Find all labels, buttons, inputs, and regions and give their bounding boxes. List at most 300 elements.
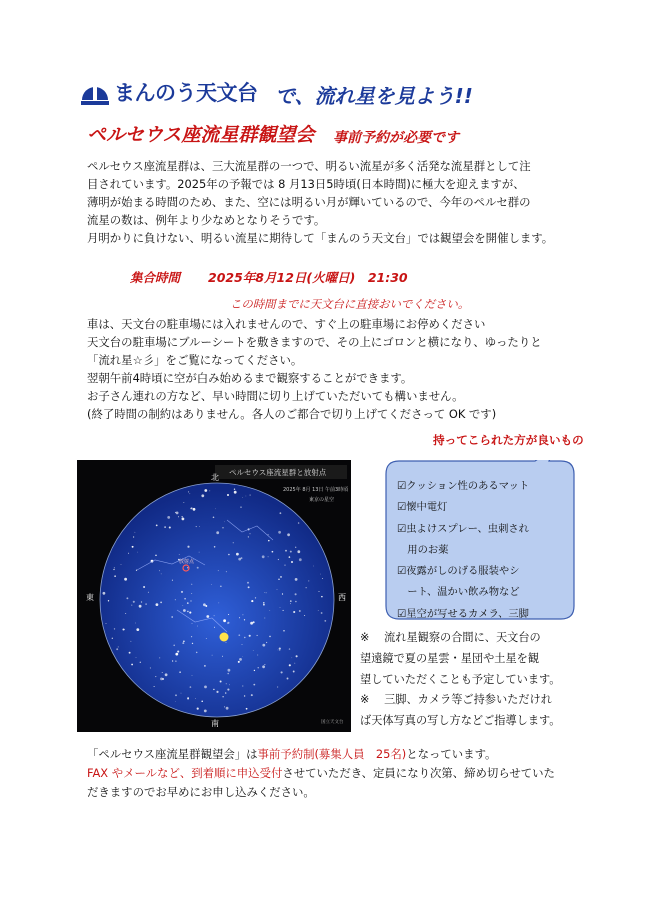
star-dot (257, 655, 258, 656)
footer-line (87, 745, 555, 764)
star-dot (181, 693, 182, 694)
intro-paragraph (87, 157, 553, 247)
star-dot (192, 675, 193, 676)
list-item: 用のお薬 (397, 543, 449, 556)
bring-list-title: 持ってこられた方が良いもの (433, 433, 584, 447)
star-dot (206, 638, 207, 639)
star-dot (169, 526, 171, 528)
star-dot (255, 597, 256, 598)
star-dot (269, 636, 271, 638)
star-dot (204, 489, 207, 492)
star-dot (242, 656, 243, 657)
list-item: ☑夜露がしのげる服装やシ (397, 565, 520, 578)
star-dot (161, 573, 162, 574)
list-item: ☑懐中電灯 (397, 501, 448, 514)
bring-list (397, 476, 529, 625)
star-dot (278, 559, 279, 560)
star-dot (293, 671, 295, 673)
star-dot (297, 550, 300, 553)
star-dot (226, 683, 227, 684)
star-dot (177, 651, 179, 653)
star-map-title: ペルセウス座流星群と放射点 (229, 468, 327, 477)
footer-highlight: FAX やメールなど、到着順に申込受付 (87, 766, 283, 780)
star-dot (264, 664, 265, 665)
star-dot (190, 508, 191, 509)
star-dot (203, 603, 206, 606)
star-dot (264, 592, 265, 593)
star-dot (183, 609, 186, 612)
star-dot (289, 556, 291, 558)
star-dot (154, 686, 155, 687)
image-credit: 国立天文台 (321, 720, 344, 725)
star-dot (199, 526, 200, 527)
star-dot (128, 553, 129, 554)
star-dot (228, 614, 229, 615)
star-dot (193, 508, 196, 511)
star-dot (159, 570, 160, 571)
meeting-label: 集合時間 (130, 270, 181, 285)
star-dot (171, 616, 173, 618)
star-dot (114, 628, 115, 629)
star-dot (264, 618, 265, 619)
star-dot (266, 592, 267, 593)
meeting-note: この時間までに天文台に直接おいでください。 (230, 297, 470, 311)
star-dot (196, 526, 197, 527)
star-dot (257, 635, 258, 636)
star-dot (262, 665, 265, 668)
star-dot (296, 655, 298, 657)
star-dot (141, 601, 142, 602)
footer-text: となっています。 (406, 747, 497, 761)
star-dot (238, 634, 240, 636)
star-dot (268, 540, 270, 542)
star-dot (189, 612, 191, 614)
star-dot (239, 658, 242, 661)
footer-highlight: 事前予約制(募集人員 25名) (257, 747, 407, 761)
star-dot (129, 652, 131, 654)
star-dot (167, 516, 170, 519)
star-dot (253, 684, 255, 686)
meeting-time (130, 268, 408, 286)
star-dot (103, 592, 106, 595)
star-dot (236, 553, 239, 556)
star-dot (263, 604, 265, 606)
star-dot (250, 495, 251, 496)
star-dot (229, 684, 230, 685)
star-dot (227, 673, 229, 675)
intro-line: ペルセウス座流星群は、三大流星群の一つで、明るい流星が多く活発な流星群として注 (87, 159, 531, 173)
star-dot (295, 578, 298, 581)
star-dot (139, 605, 142, 608)
star-dot (190, 600, 191, 601)
rules-line: 「流れ星☆彡」をご覧になってください。 (87, 353, 303, 367)
star-dot (182, 518, 185, 521)
star-dot (306, 587, 307, 588)
star-dot (222, 696, 223, 697)
star-dot (224, 521, 225, 522)
star-dot (131, 605, 132, 606)
star-dot (131, 641, 132, 642)
star-dot (278, 578, 280, 580)
notes-line: ※ 三脚、カメラ等ご持参いただけれ (360, 693, 552, 707)
star-dot (248, 586, 250, 588)
star-dot (179, 671, 181, 673)
intro-line: 目されています。2025年の予報では 8 月13日5時頃(日本時間)に極大を迎えますが、 (87, 177, 525, 191)
star-dot (160, 602, 162, 604)
star-dot (222, 656, 223, 657)
star-dot (289, 664, 291, 666)
star-dot (295, 593, 297, 595)
star-dot (201, 700, 203, 702)
star-dot (143, 586, 145, 588)
star-dot (254, 670, 255, 671)
star-dot (251, 694, 253, 696)
star-dot (187, 546, 189, 548)
star-dot (250, 622, 253, 625)
star-dot (280, 607, 281, 608)
star-map-image (77, 460, 351, 732)
star-dot (175, 512, 176, 513)
star-dot (137, 552, 138, 553)
star-dot (277, 686, 278, 687)
star-dot (222, 527, 223, 528)
star-dot (179, 554, 180, 555)
star-dot (187, 611, 188, 612)
direction-south: 南 (211, 719, 219, 728)
star-dot (197, 626, 198, 627)
star-dot (277, 589, 278, 590)
star-dot (197, 708, 199, 710)
star-dot (319, 591, 320, 592)
star-dot (322, 578, 323, 579)
star-dot (176, 653, 178, 655)
star-dot (283, 610, 284, 611)
star-dot (116, 648, 118, 650)
star-dot (295, 601, 297, 603)
star-dot (226, 571, 227, 572)
star-dot (213, 689, 214, 690)
star-dot (218, 603, 219, 604)
star-dot (214, 615, 215, 616)
star-dot (283, 630, 285, 632)
star-dot (278, 650, 279, 651)
star-dot (320, 574, 321, 575)
footer-line (87, 764, 555, 783)
star-dot (250, 533, 251, 534)
star-dot (291, 657, 292, 658)
star-dot (248, 536, 249, 537)
star-dot (282, 593, 283, 594)
star-dot (191, 593, 192, 594)
star-dot (195, 698, 196, 699)
rules-paragraph (87, 315, 542, 423)
star-dot (285, 550, 287, 552)
observatory-dome-icon (80, 78, 110, 106)
logo (80, 76, 270, 110)
star-dot (299, 610, 301, 612)
direction-north: 北 (211, 473, 219, 482)
star-dot (124, 629, 125, 630)
rules-line: お子さん連れの方など、早い時間に切り上げていただいても構いません。 (87, 389, 464, 403)
star-dot (162, 672, 163, 673)
star-dot (280, 576, 282, 578)
star-dot (234, 491, 237, 494)
star-dot (125, 613, 126, 614)
star-dot (290, 600, 292, 602)
star-dot (187, 698, 189, 700)
star-dot (187, 567, 188, 568)
star-dot (175, 660, 177, 662)
intro-line: 流星の数は、例年より少なめとなりそうです。 (87, 213, 326, 227)
star-dot (240, 506, 242, 508)
star-dot (279, 512, 281, 514)
star-dot (270, 610, 271, 611)
star-dot (183, 640, 185, 642)
star-dot (289, 648, 290, 649)
star-dot (133, 601, 135, 603)
star-dot (220, 586, 221, 587)
star-dot (227, 494, 229, 496)
star-dot (321, 596, 323, 598)
star-dot (225, 692, 227, 694)
star-dot (226, 642, 227, 643)
star-dot (272, 551, 274, 553)
reservation-note: 事前予約が必要です (333, 130, 459, 146)
star-dot (187, 602, 189, 604)
star-dot (244, 695, 245, 696)
star-map-place: 東京の星空 (309, 497, 335, 503)
star-dot (196, 652, 198, 654)
star-dot (206, 615, 209, 618)
star-dot (298, 522, 300, 524)
star-dot (224, 706, 225, 707)
star-dot (228, 669, 231, 672)
star-dot (108, 600, 109, 601)
star-dot (244, 637, 245, 638)
star-dot (176, 512, 179, 515)
star-dot (263, 602, 265, 604)
star-dot (258, 667, 259, 668)
star-dot (155, 555, 156, 556)
star-dot (175, 694, 177, 696)
star-dot (291, 561, 293, 563)
star-dot (226, 707, 229, 710)
star-dot (190, 686, 192, 688)
star-dot (183, 502, 184, 503)
footer-text: させていただき、定員になり次第、締め切らせていた (282, 766, 555, 780)
star-dot (212, 655, 213, 656)
star-dot (164, 526, 166, 528)
header-tagline: で、流れ星を見よう!! (275, 84, 473, 108)
star-dot (113, 569, 114, 570)
star-dot (238, 661, 240, 663)
star-dot (242, 614, 243, 615)
star-dot (172, 580, 173, 581)
star-dot (246, 496, 247, 497)
star-dot (136, 657, 137, 658)
star-dot (135, 623, 136, 624)
list-item: ☑虫よけスプレー、虫刺され (397, 522, 529, 535)
star-dot (290, 551, 292, 553)
star-dot (132, 546, 134, 548)
star-dot (278, 531, 281, 534)
star-dot (228, 554, 230, 556)
star-dot (262, 644, 265, 647)
rules-line: (終了時間の制約はありません。各人のご都合で切り上げてくださって OK です) (87, 407, 497, 421)
list-item: ート、温かい飲み物など (397, 586, 520, 599)
star-dot (156, 525, 158, 527)
star-dot (197, 567, 199, 569)
star-dot (204, 710, 207, 713)
logo-text: まんのう天文台 (114, 81, 258, 105)
star-dot (266, 642, 267, 643)
star-map-date: 2025年 8月 13日 午前3時頃 (283, 487, 349, 493)
star-dot (214, 546, 216, 548)
star-dot (199, 552, 200, 553)
star-dot (209, 491, 210, 492)
star-dot (246, 708, 248, 710)
intro-line: 薄明が始まる時間のため、また、空には明るい月が輝いているので、今年のペルセ群の (87, 195, 531, 209)
star-dot (249, 635, 251, 637)
star-dot (293, 611, 295, 613)
star-dot (175, 599, 176, 600)
star-dot (242, 685, 243, 686)
star-dot (145, 603, 147, 605)
star-dot (295, 547, 296, 548)
star-dot (122, 628, 124, 630)
star-dot (281, 671, 283, 673)
star-dot (241, 557, 243, 559)
star-dot (173, 645, 175, 647)
star-dot (106, 623, 107, 624)
star-dot (220, 681, 222, 683)
star-dot (189, 493, 190, 494)
star-dot (279, 648, 281, 650)
star-dot (192, 643, 193, 644)
star-dot (287, 533, 290, 536)
star-dot (114, 575, 116, 577)
star-dot (290, 603, 291, 604)
star-dot (321, 612, 323, 614)
star-dot (268, 556, 269, 557)
notes-line: ば天体写真の写し方などご指導します。 (360, 714, 561, 728)
list-item: ☑星空が写せるカメラ、三脚 (397, 607, 529, 620)
star-dot (244, 619, 245, 620)
star-dot (172, 660, 173, 661)
star-dot (227, 689, 229, 691)
star-dot (234, 489, 235, 490)
star-dot (135, 532, 136, 533)
star-dot (121, 564, 122, 565)
rules-line: 車は、天文台の駐車場には入れませんので、すぐ上の駐車場にお停めください (87, 317, 486, 331)
star-dot (184, 598, 186, 600)
direction-east: 東 (86, 593, 94, 602)
star-dot (304, 615, 305, 616)
star-dot (262, 555, 265, 558)
star-dot (279, 650, 280, 651)
intro-line: 月明かりに負けない、明るい流星に期待して「まんのう天文台」では観望会を開催します。 (87, 231, 554, 245)
star-dot (204, 665, 206, 667)
direction-west: 西 (338, 593, 346, 602)
star-dot (218, 570, 219, 571)
footer-paragraph (87, 745, 555, 802)
star-dot (112, 638, 113, 639)
star-dot (213, 517, 215, 519)
notes-line: 望遠鏡で夏の星雲・星団や土星を観 (360, 651, 540, 665)
star-dot (118, 646, 119, 647)
star-dot (188, 491, 189, 492)
star-dot (133, 536, 134, 537)
star-dot (136, 628, 139, 631)
radiant-label: 放射点 (179, 559, 195, 565)
star-dot (181, 591, 183, 593)
meeting-datetime: 2025年8月12日(火曜日) 21:30 (208, 270, 408, 285)
star-dot (284, 564, 285, 565)
star-dot (308, 580, 309, 581)
star-dot (182, 642, 184, 644)
star-dot (215, 508, 216, 509)
star-dot (159, 657, 160, 658)
star-dot (124, 578, 127, 581)
star-dot (299, 558, 302, 561)
star-dot (114, 567, 115, 568)
star-dot (182, 516, 183, 517)
star-dot (253, 650, 254, 651)
star-dot (131, 664, 133, 666)
star-dot (204, 686, 207, 689)
footer-line: だきますのでお早めにお申し込みください。 (87, 785, 315, 799)
star-dot (251, 600, 253, 602)
list-item: ☑クッション性のあるマット (397, 480, 530, 492)
star-dot (126, 597, 128, 599)
star-dot (182, 605, 183, 606)
footer-text: 「ペルセウス座流星群観望会」は (87, 747, 258, 761)
star-dot (155, 676, 156, 677)
star-dot (178, 516, 179, 517)
star-dot (216, 531, 219, 534)
star-dot (324, 620, 326, 622)
star-dot (233, 542, 234, 543)
star-dot (148, 592, 149, 593)
star-dot (313, 566, 314, 567)
star-dot (156, 603, 159, 606)
star-dot (150, 667, 151, 668)
notes-paragraph (360, 628, 560, 732)
star-dot (223, 619, 226, 622)
star-dot (214, 627, 215, 628)
star-dot (242, 497, 243, 498)
star-dot (192, 623, 193, 624)
star-dot (201, 494, 204, 497)
star-dot (140, 662, 141, 663)
star-dot (216, 691, 218, 693)
notes-line: 望していただくことも予定しています。 (360, 672, 561, 686)
page-title: ペルセウス座流星群観望会 (87, 124, 315, 146)
star-dot (175, 701, 176, 702)
star-dot (287, 678, 289, 680)
star-dot (165, 673, 168, 676)
star-dot (318, 610, 319, 611)
star-dot (239, 617, 240, 618)
rules-line: 天文台の駐車場にブルーシートを敷きますので、その上にゴロンと横になり、ゆったりと (87, 335, 542, 349)
star-dot (247, 582, 249, 584)
star-dot (160, 678, 163, 681)
star-dot (191, 636, 192, 637)
star-dot (241, 644, 242, 645)
notes-line: ※ 流れ星観察の合間に、天文台の (360, 631, 541, 644)
star-dot (191, 584, 192, 585)
star-dot (294, 663, 295, 664)
